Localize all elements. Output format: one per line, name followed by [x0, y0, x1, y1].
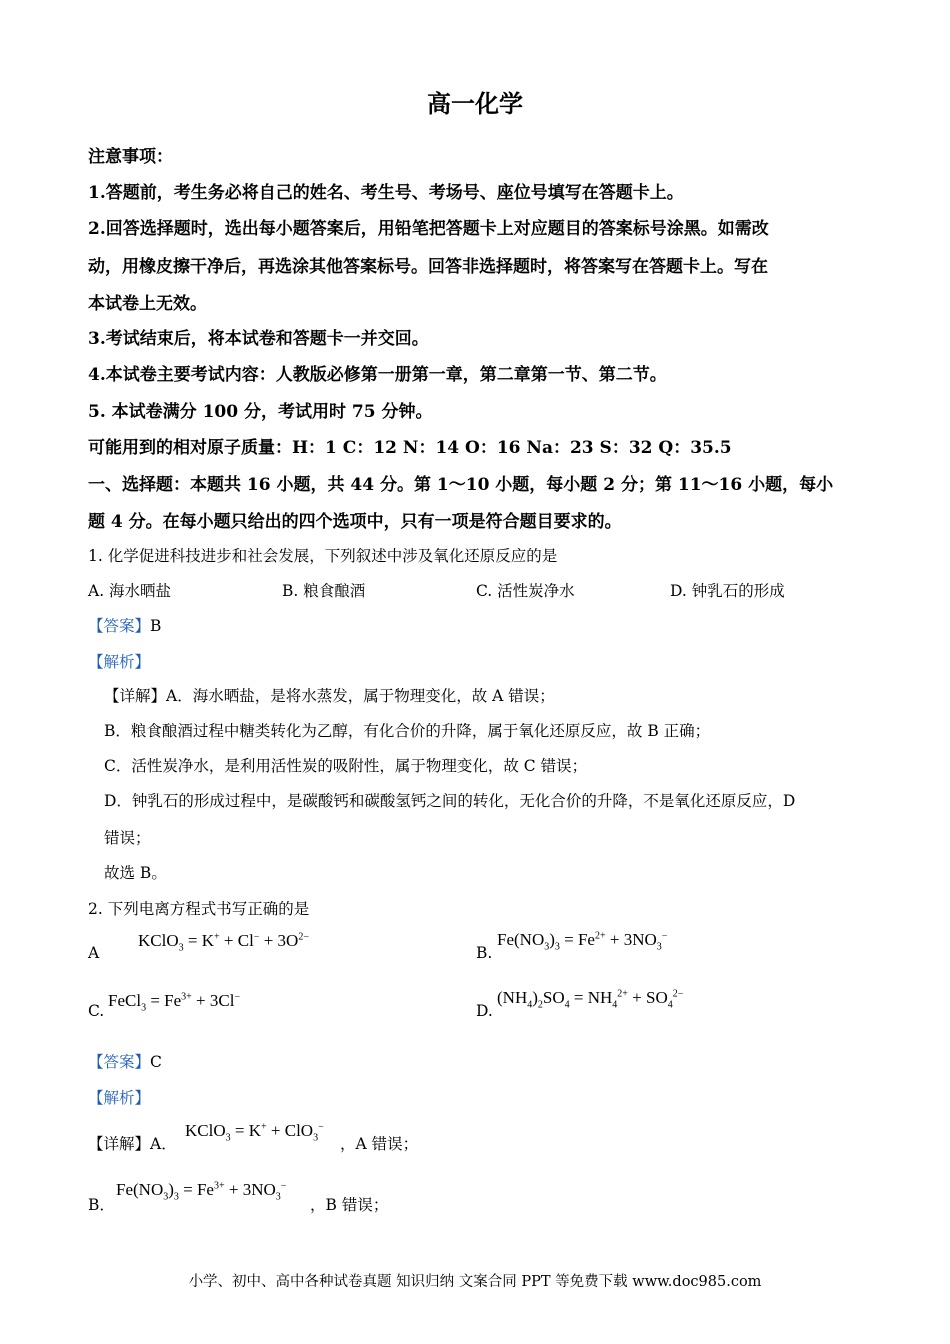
- section-heading-a: 一、选择题：本题共 16 小题，共 44 分。第 1～10 小题，每小题 2 分；第 11～16 小题，每小: [88, 475, 834, 495]
- question-1-option-a: A. 海水晒盐: [88, 582, 172, 600]
- question-2-answer: [88, 1050, 162, 1072]
- question-1-stem: 1. 化学促进科技进步和社会发展，下列叙述中涉及氧化还原反应的是: [88, 547, 558, 565]
- question-1-detail-5: 故选 B。: [104, 864, 167, 882]
- question-2-detail-a-suffix: ，A 错误；: [340, 1135, 419, 1153]
- notice-line-5: 5. 本试卷满分 100 分，考试用时 75 分钟。: [88, 402, 433, 422]
- question-2-detail-b-prefix: B．: [88, 1196, 115, 1214]
- notice-line-1: 1.答题前，考生务必将自己的姓名、考生号、考场号、座位号填写在答题卡上。: [88, 183, 684, 203]
- notice-line-4: 4.本试卷主要考试内容：人教版必修第一册第一章，第二章第一节、第二节。: [88, 365, 667, 385]
- notice-line-3: 3.考试结束后，将本试卷和答题卡一并交回。: [88, 329, 429, 349]
- question-2-detail-formula-a: KClO$_3$ = K+ + ClO$_3$−: [185, 1121, 324, 1144]
- question-2-label-d: D.: [476, 1002, 493, 1020]
- question-2-label-c: C.: [88, 1002, 105, 1020]
- answer-tag: 【答案】: [88, 1053, 151, 1071]
- question-1-detail-2: B．粮食酿酒过程中糖类转化为乙醇，有化合价的升降，属于氧化还原反应，故 B 正确；: [104, 722, 711, 740]
- question-2-label-a: A: [88, 944, 100, 962]
- atomic-mass-line: 可能用到的相对原子质量：H：1 C：12 N：14 O：16 Na：23 S：32 Q：35.5: [88, 438, 732, 458]
- page-title: 高一化学: [427, 89, 523, 118]
- question-1-option-b: B. 粮食酿酒: [282, 582, 366, 600]
- notice-line-2c: 本试卷上无效。: [88, 294, 207, 314]
- answer-value: B: [150, 617, 162, 635]
- answer-value: C: [150, 1053, 162, 1071]
- section-heading-b: 题 4 分。在每小题只给出的四个选项中，只有一项是符合题目要求的。: [88, 512, 622, 532]
- notice-line-2a: 2.回答选择题时，选出每小题答案后，用铅笔把答题卡上对应题目的答案标号涂黑。如需改: [88, 219, 769, 239]
- question-1-detail-4b: 错误；: [104, 829, 151, 847]
- question-2-detail-b-suffix: ，B 错误；: [310, 1196, 389, 1214]
- notice-heading: 注意事项：: [88, 147, 173, 167]
- question-1-option-c: C. 活性炭净水: [476, 582, 575, 600]
- question-1-option-d: D. 钟乳石的形成: [670, 582, 785, 600]
- question-2-label-b: B.: [476, 944, 493, 962]
- page-footer: 小学、初中、高中各种试卷真题 知识归纳 文案合同 PPT 等免费下载 www.doc985.com: [188, 1274, 762, 1290]
- question-1-detail-1: 【详解】A．海水晒盐，是将水蒸发，属于物理变化，故 A 错误；: [104, 687, 555, 705]
- question-2-formula-a: KClO$_3$ = $K^+ + Cl^- + 3O^{2-}$: [138, 931, 309, 954]
- question-2-formula-c: FeCl$_3$ = $Fe^{3+} + 3Cl^-$: [108, 991, 241, 1014]
- question-1-analysis-tag: 【解析】: [88, 653, 151, 671]
- question-2-detail-formula-b: $Fe(NO_3)_3 = Fe^{3+} + 3NO_3^-$: [116, 1180, 287, 1203]
- answer-tag: 【答案】: [88, 617, 151, 635]
- question-2-detail-a-prefix: 【详解】A．: [88, 1135, 177, 1153]
- question-1-answer: [88, 614, 161, 636]
- question-2-formula-d: $(NH_4)_2SO_4 = NH_4^{2+} + SO_4^{2-}$: [497, 988, 684, 1011]
- question-1-detail-3: C．活性炭净水，是利用活性炭的吸附性，属于物理变化，故 C 错误；: [104, 757, 588, 775]
- question-1-detail-4a: D．钟乳石的形成过程中，是碳酸钙和碳酸氢钙之间的转化，无化合价的升降，不是氧化还原反应，D: [104, 792, 796, 810]
- question-2-analysis-tag: 【解析】: [88, 1089, 151, 1107]
- notice-line-2b: 动，用橡皮擦干净后，再选涂其他答案标号。回答非选择题时，将答案写在答题卡上。写在: [88, 257, 768, 277]
- question-2-formula-b: $Fe(NO_3)_3 = Fe^{2+} + 3NO_3^-$: [497, 930, 668, 953]
- question-2-stem: 2. 下列电离方程式书写正确的是: [88, 900, 310, 918]
